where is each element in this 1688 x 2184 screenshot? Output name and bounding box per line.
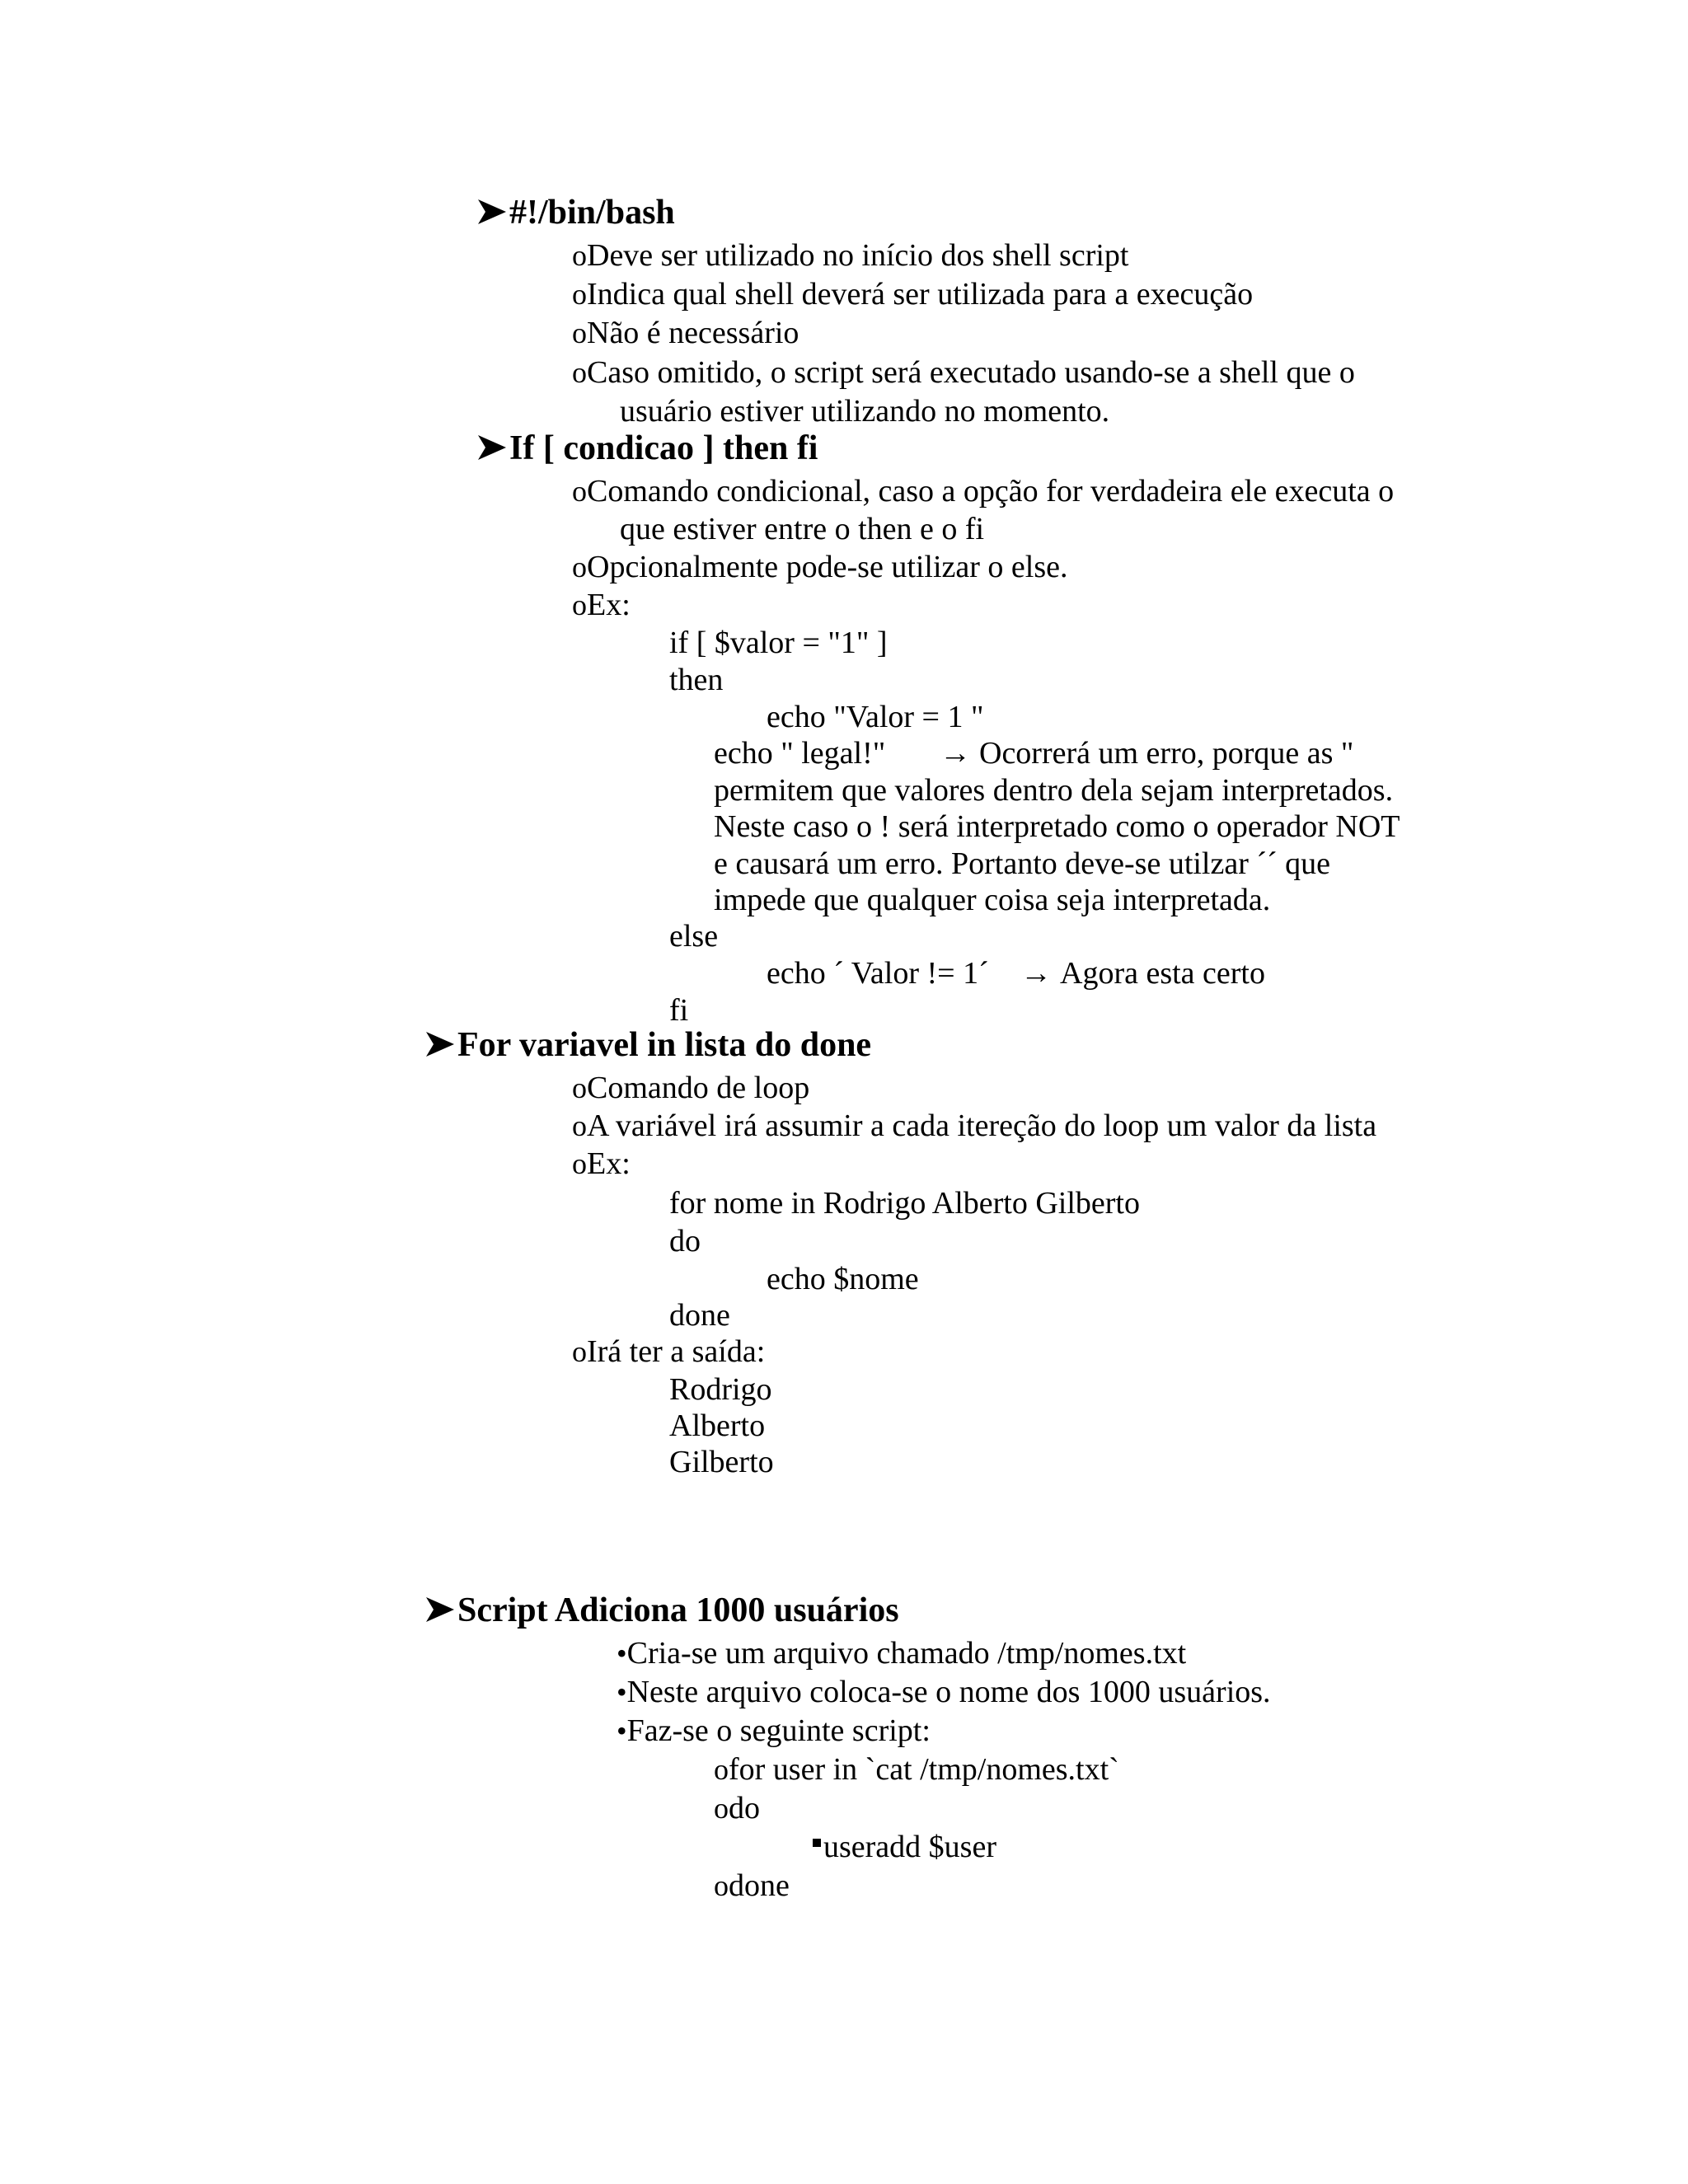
list-item-text: A variável irá assumir a cada itereção do loop um valor da lista xyxy=(587,1108,1377,1143)
list-item xyxy=(572,1108,1376,1144)
list-item-text: Ex: xyxy=(587,588,631,622)
list-item xyxy=(572,473,1394,509)
code-line: else xyxy=(669,919,719,954)
output-line: Alberto xyxy=(669,1408,766,1443)
list-item-text: Faz-se o seguinte script: xyxy=(626,1713,931,1748)
code-line: done xyxy=(669,1298,730,1333)
list-item xyxy=(617,1635,1186,1671)
output-line: Gilberto xyxy=(669,1445,774,1479)
circle-bullet-icon: o xyxy=(572,239,587,272)
arrowhead-bullet-icon xyxy=(424,1030,456,1058)
list-item xyxy=(572,587,631,623)
list-item-text: Ex: xyxy=(587,1146,631,1181)
circle-bullet-icon: o xyxy=(572,278,587,311)
circle-bullet-icon: o xyxy=(572,475,587,508)
list-item-text: Neste arquivo coloca-se o nome dos 1000 usuários. xyxy=(626,1675,1271,1709)
circle-bullet-icon: o xyxy=(572,1071,587,1104)
heading-for-text: For variavel in lista do done xyxy=(457,1026,872,1064)
right-arrow-icon: → xyxy=(940,736,971,771)
code-line: then xyxy=(669,663,724,697)
dot-bullet-icon: • xyxy=(617,1637,627,1670)
circle-bullet-icon: o xyxy=(714,1792,729,1825)
list-item xyxy=(572,315,799,351)
heading-script-text: Script Adiciona 1000 usuários xyxy=(457,1591,899,1629)
list-item xyxy=(572,354,1355,391)
list-item xyxy=(572,1146,631,1182)
list-item-text: Deve ser utilizado no início dos shell script xyxy=(587,238,1129,273)
code-note-text: Agora esta certo xyxy=(1060,956,1265,991)
code-line: echo ´ Valor != 1´ xyxy=(767,956,989,991)
heading-bash xyxy=(476,193,675,232)
list-item-text: useradd $user xyxy=(823,1830,996,1864)
list-item xyxy=(813,1829,996,1865)
circle-bullet-icon: o xyxy=(572,1147,587,1180)
heading-script xyxy=(424,1591,899,1630)
list-item-text: Comando de loop xyxy=(587,1071,810,1105)
code-note: e causará um erro. Portanto deve-se utilzar ´´ que xyxy=(714,846,1331,881)
dot-bullet-icon: • xyxy=(617,1675,627,1708)
heading-if-text: If [ condicao ] then fi xyxy=(509,429,818,467)
dot-bullet-icon: • xyxy=(617,1714,627,1747)
right-arrow-icon: → xyxy=(1020,956,1052,991)
code-line: for nome in Rodrigo Alberto Gilberto xyxy=(669,1186,1140,1221)
list-item-text: Comando condicional, caso a opção for verdadeira ele executa o xyxy=(587,474,1395,509)
list-item xyxy=(714,1751,1119,1788)
circle-bullet-icon: o xyxy=(714,1753,729,1786)
heading-bash-text: #!/bin/bash xyxy=(509,194,675,232)
square-bullet-icon xyxy=(813,1839,821,1847)
circle-bullet-icon: o xyxy=(572,316,587,349)
heading-if xyxy=(476,429,818,468)
circle-bullet-icon: o xyxy=(572,356,587,389)
list-item-text: Indica qual shell deverá ser utilizada para a execução xyxy=(587,277,1254,312)
list-item xyxy=(714,1868,790,1904)
code-note: impede que qualquer coisa seja interpretada. xyxy=(714,883,1271,917)
list-item xyxy=(572,1333,765,1370)
code-line: echo $nome xyxy=(767,1262,919,1296)
code-line: echo "Valor = 1 " xyxy=(767,700,984,734)
code-note xyxy=(1020,955,1265,991)
list-item-text: Não é necessário xyxy=(587,316,799,350)
list-item-text: for user in `cat /tmp/nomes.txt` xyxy=(729,1752,1119,1787)
arrowhead-bullet-icon xyxy=(476,198,508,226)
output-line: Rodrigo xyxy=(669,1372,772,1407)
circle-bullet-icon: o xyxy=(572,1109,587,1142)
list-item-text: Cria-se um arquivo chamado /tmp/nomes.txt xyxy=(626,1636,1187,1671)
code-note xyxy=(940,735,1353,771)
code-note: Neste caso o ! será interpretado como o operador NOT xyxy=(714,809,1400,844)
code-line: do xyxy=(669,1224,701,1258)
circle-bullet-icon: o xyxy=(572,551,587,583)
heading-for xyxy=(424,1025,871,1065)
circle-bullet-icon: o xyxy=(572,588,587,621)
list-item xyxy=(572,1070,809,1106)
arrowhead-bullet-icon xyxy=(424,1596,456,1624)
list-item-text: do xyxy=(729,1791,760,1825)
list-item-text: done xyxy=(729,1868,790,1903)
arrowhead-bullet-icon xyxy=(476,434,508,462)
list-item-text: Caso omitido, o script será executado usando-se a shell que o xyxy=(587,355,1355,390)
code-note-text: Ocorrerá um erro, porque as " xyxy=(979,736,1354,771)
list-item-text: Irá ter a saída: xyxy=(587,1334,766,1369)
code-line: if [ $valor = "1" ] xyxy=(669,626,888,660)
code-line: fi xyxy=(669,993,689,1028)
list-item xyxy=(617,1713,931,1749)
list-item xyxy=(572,549,1068,585)
list-item-continuation: usuário estiver utilizando no momento. xyxy=(620,394,1110,429)
circle-bullet-icon: o xyxy=(572,1335,587,1368)
list-item xyxy=(714,1790,760,1826)
list-item xyxy=(572,276,1253,312)
circle-bullet-icon: o xyxy=(714,1869,729,1902)
list-item-text: Opcionalmente pode-se utilizar o else. xyxy=(587,550,1068,584)
list-item-continuation: que estiver entre o then e o fi xyxy=(620,512,985,546)
list-item xyxy=(617,1674,1271,1710)
code-line: echo " legal!" xyxy=(714,736,886,771)
list-item xyxy=(572,237,1128,274)
code-note: permitem que valores dentro dela sejam interpretados. xyxy=(714,773,1394,808)
